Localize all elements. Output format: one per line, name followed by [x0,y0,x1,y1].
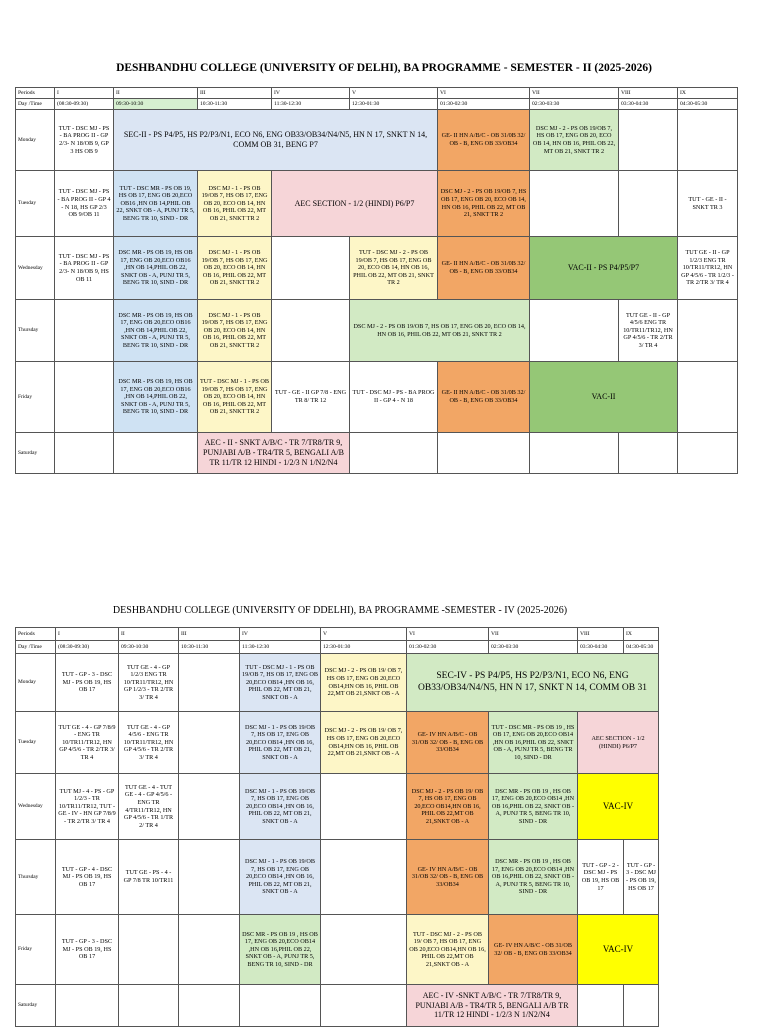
period-header: I [55,88,114,99]
time-header: 12:30-01:30 [350,99,438,110]
period-header: I [56,628,119,641]
ge-cell: GE- II HN A/B/C - OB 31/0B 32/ OB - B, ENG OB 33/OB34 [438,110,530,171]
period-header: II [114,88,198,99]
day-label: Thursday [16,840,56,915]
class-cell: TUT - DSC MJ - 1 - PS OB 19/OB 7, HS OB 17, ENG OB 20,ECO OB14 ,HN OB 16, PHIL OB 22, MT OB 21, SNKT OB - A [240,654,321,712]
empty-cell [321,774,407,840]
time-row [16,641,659,654]
time-header: 12:30-01:30 [321,641,407,654]
class-cell: TUT - GE - II GP 7/8 - ENG TR 8/ TR 12 [272,362,350,433]
empty-cell [530,433,619,474]
time-header: 02:30-03:30 [530,99,619,110]
time-header: (08:30-09:30) [55,99,114,110]
period-header: VIII [578,628,624,641]
empty-cell [678,300,738,362]
empty-cell [55,300,114,362]
day-label: Wednesday [16,237,55,300]
empty-cell [119,985,179,1027]
day-label: Monday [16,654,56,712]
class-cell: DSC MR - PS OB 19, HS OB 17, ENG OB 20,ECO OB16 ,HN OB 14,PHIL OB 22, SNKT OB - A, PUNJ TR 5, BENG TR 10, SIND - DR [114,237,198,300]
day-label: Wednesday [16,774,56,840]
empty-cell [55,433,114,474]
empty-cell [678,110,738,171]
periods-label: Periods [16,88,55,99]
empty-cell [321,985,407,1027]
empty-cell [624,985,659,1027]
class-cell: TUT - DSC MJ - PS - BA PROG II - GP 2/3- N 18/OB 9, GP 3 HS OB 9 [55,110,114,171]
class-cell: DSC MJ - 2 - PS OB 19/ OB 7, HS OB 17, ENG OB 20,ECO OB14,HN OB 16, PHIL OB 22,MT OB 21,SNKT OB - A [407,774,489,840]
row-tuesday [16,712,659,774]
vac-cell: VAC-II [530,362,678,433]
period-header: VIII [619,88,678,99]
period-header: VII [530,88,619,99]
period-header: III [198,88,272,99]
sec-cell: SEC-II - PS P4/P5, HS P2/P3/N1, ECO N6, ENG OB33/OB34/N4/N5, HN N 17, SNKT N 14, COMM OB 31, BENG P7 [114,110,438,171]
class-cell: DSC MJ - 2 - PS OB 19/OB 7, HS OB 17, ENG OB 20, ECO OB 14, HN OB 16, PHIL OB 22, MT OB 21, SNKT TR 2 [438,171,530,237]
day-label: Tuesday [16,171,55,237]
time-header: 04:30-05:30 [624,641,659,654]
class-cell: TUT GE - PS - 4 - GP 7/8 TR 10/TR11 [119,840,179,915]
period-header: VI [438,88,530,99]
class-cell: TUT - DSC MR - PS OB 19 , HS OB 17, ENG OB 20,ECO OB14 ,HN OB 16,PHIL OB 22, SNKT OB - A, PUNJ TR 5, BENG TR 10, SIND - DR [489,712,578,774]
empty-cell [56,985,119,1027]
class-cell: DSC MJ - 2 - PS OB 19/ OB 7, HS OB 17, ENG OB 20,ECO OB14,HN OB 16, PHIL OB 22,MT OB 21,SNKT OB - A [321,712,407,774]
period-header: IV [240,628,321,641]
class-cell: DSC MR - PS OB 19, HS OB 17, ENG OB 20,ECO OB16 ,HN OB 14,PHIL OB 22, SNKT OB - A, PUNJ TR 5, BENG TR 10, SIND - DR [114,300,198,362]
empty-cell [114,433,198,474]
class-cell: DSC MR - PS OB 19 , HS OB 17, ENG OB 20,ECO OB14 ,HN OB 16,PHIL OB 22, SNKT OB - A, PUNJ TR 5, BENG TR 10, SIND - DR [489,774,578,840]
period-header: VII [489,628,578,641]
class-cell: DSC MJ - 2 - PS OB 19/OB 7, HS OB 17, ENG OB 20, ECO OB 14, HN OB 16, PHIL OB 22, MT OB 21, SNKT TR 2 [350,300,530,362]
empty-cell [438,433,530,474]
time-header: 10:30-11:30 [179,641,240,654]
empty-cell [179,774,240,840]
class-cell: TUT - GP - 3 - DSC MJ - PS OB 19, HS OB 17 [56,654,119,712]
period-header: V [350,88,438,99]
class-cell: DSC MR - PS OB 19 , HS OB 17, ENG OB 20,ECO OB14 ,HN OB 16,PHIL OB 22, SNKT OB - A, PUNJ TR 5, BENG TR 10, SIND - DR [240,915,321,985]
sec-cell: SEC-IV - PS P4/P5, HS P2/P3/N1, ECO N6, ENG OB33/OB34/N4/N5, HN N 17, SNKT N 14, COMM OB 31 [407,654,659,712]
periods-row [16,88,738,99]
class-cell: TUT - DSC MR - PS OB 19, HS OB 17, ENG OB 20,ECO OB16 ,HN OB 14,PHIL OB 22, SNKT OB - A, PUNJ TR 5, BENG TR 10, SIND - DR [114,171,198,237]
vac-cell: VAC-IV [578,915,659,985]
row-friday [16,362,738,433]
empty-cell [530,171,619,237]
row-friday [16,915,659,985]
class-cell: DSC MJ - 1 - PS OB 19/OB 7, HS OB 17, ENG OB 20,ECO OB14 ,HN OB 16, PHIL OB 22, MT OB 21, SNKT OB - A [240,712,321,774]
class-cell: DSC MJ - 1 - PS OB 19/OB 7, HS OB 17, ENG OB 20,ECO OB14 ,HN OB 16, PHIL OB 22, MT OB 21, SNKT OB - A [240,840,321,915]
class-cell: TUT GE - II - GP 4/5/6 ENG TR 10/TR11/TR12, HN GP 4/5/6 - TR 2/TR 3/ TR 4 [619,300,678,362]
row-monday [16,110,738,171]
day-label: Monday [16,110,55,171]
row-tuesday [16,171,738,237]
periods-row [16,628,659,641]
period-header: II [119,628,179,641]
class-cell: TUT - DSC MJ - 1 - PS OB 19/OB 7, HS OB 17, ENG OB 20, ECO OB 14, HN OB 16, PHIL OB 22, MT OB 21, SNKT TR 2 [198,362,272,433]
class-cell: TUT - GP - 2 - DSC MJ - PS OB 19, HS OB 17 [578,840,624,915]
class-cell: TUT - GP - 3 - DSC MJ - PS OB 19, HS OB 17 [56,915,119,985]
aec-cell: AEC SECTION - 1/2 (HINDI) P6/P7 [578,712,659,774]
time-header: 04:30-05:30 [678,99,738,110]
class-cell: TUT - DSC MJ - PS - BA PROG II - GP 4 - N 18 [350,362,438,433]
class-cell: TUT - GP - 3 - DSC MJ - PS OB 19, HS OB 17 [624,840,659,915]
time-header: 10:30-11:30 [198,99,272,110]
class-cell: TUT - DSC MJ - 2 - PS OB 19/OB 7, HS OB 17, ENG OB 20, ECO OB 14, HN OB 16, PHIL OB 22, MT OB 21, SNKT TR 2 [350,237,438,300]
day-label: Friday [16,362,55,433]
ge-cell: GE- II HN A/B/C - OB 31/0B 32/ OB - B, ENG OB 33/OB34 [438,237,530,300]
class-cell: DSC MJ - 2 - PS OB 19/OB 7, HS OB 17, ENG OB 20, ECO OB 14, HN OB 16, PHIL OB 22, MT OB 21, SNKT TR 2 [530,110,619,171]
day-label: Friday [16,915,56,985]
aec-cell: AEC - II - SNKT A/B/C - TR 7/TR8/TR 9, PUNJABI A/B - TR4/TR 5, BENGALI A/B TR 11/TR 12 HINDI - 1/2/3 N 1/N2/N4 [198,433,350,474]
time-row [16,99,738,110]
empty-cell [179,712,240,774]
semester-iv-timetable [15,627,659,1027]
empty-cell [678,433,738,474]
class-cell: TUT GE - II - GP 1/2/3 ENG TR 10/TR11/TR12, HN GP 4/5/6 - TR 1/2/3 - TR 2/TR 3/ TR 4 [678,237,738,300]
class-cell: DSC MJ - 1 - PS OB 19/OB 7, HS OB 17, ENG OB 20, ECO OB 14, HN OB 16, PHIL OB 22, MT OB 21, SNKT TR 2 [198,300,272,362]
period-header: VI [407,628,489,641]
empty-cell [179,840,240,915]
time-header: 01:30-02:30 [438,99,530,110]
empty-cell [678,362,738,433]
class-cell: DSC MR - PS OB 19, HS OB 17, ENG OB 20,ECO OB16 ,HN OB 14,PHIL OB 22, SNKT OB - A, PUNJ TR 5, BENG TR 10, SIND - DR [114,362,198,433]
empty-cell [321,915,407,985]
empty-cell [321,840,407,915]
day-label: Saturday [16,985,56,1027]
semester-ii-timetable [15,87,738,474]
daytime-label: Day /Time [16,641,56,654]
class-cell: TUT GE - 4 - GP 1/2/3 ENG TR 10/TR11/TR12, HN GP 1/2/3 - TR 2/TR 3/ TR 4 [119,654,179,712]
daytime-label: Day /Time [16,99,55,110]
row-wednesday [16,774,659,840]
semester-ii-title: DESHBANDHU COLLEGE (UNIVERSITY OF DELHI), BA PROGRAMME - SEMESTER - II (2025-2026) [116,62,652,74]
row-saturday [16,985,659,1027]
period-header: IX [624,628,659,641]
day-label: Thursday [16,300,55,362]
ge-cell: GE- IV HN A/B/C - OB 31/OB 32/ OB - B, ENG OB 33/OB34 [407,840,489,915]
empty-cell [272,237,350,300]
ge-cell: GE- II HN A/B/C - OB 31/0B 32/ OB - B, ENG OB 33/OB34 [438,362,530,433]
empty-cell [619,171,678,237]
period-header: V [321,628,407,641]
row-thursday [16,300,738,362]
day-label: Tuesday [16,712,56,774]
empty-cell [240,985,321,1027]
class-cell: TUT GE - 4 - GP 4/5/6 - ENG TR 10/TR11/TR12, HN GP 4/5/6 - TR 2/TR 3/ TR 4 [119,712,179,774]
ge-cell: GE- IV HN A/B/C - OB 31/OB 32/ OB - B, ENG OB 33/OB34 [407,712,489,774]
period-header: III [179,628,240,641]
class-cell: TUT GE - 4 - TUT GE - 4 - GP 4/5/6 - ENG TR 4/TR11/TR12, HN GP 4/5/6 - TR 1/TR 2/ TR 4 [119,774,179,840]
row-monday [16,654,659,712]
time-header: 09:30-10:30 [114,99,198,110]
class-cell: TUT - GE - II - SNKT TR 3 [678,171,738,237]
time-header: (08:30-09:30) [56,641,119,654]
period-header: IV [272,88,350,99]
aec-cell: AEC SECTION - 1/2 (HINDI) P6/P7 [272,171,438,237]
time-header: 01:30-02:30 [407,641,489,654]
class-cell: TUT - DSC MJ - 2 - PS OB 19/ OB 7, HS OB 17, ENG OB 20,ECO OB14,HN OB 16, PHIL OB 22,MT OB 21,SNKT OB - A [407,915,489,985]
semester-iv-title: DESHBANDHU COLLEGE (UNIVERSITY OF DDELHI), BA PROGRAMME -SEMESTER - IV (2025-2026) [112,605,568,616]
class-cell: DSC MJ - 1 - PS OB 19/OB 7, HS OB 17, ENG OB 20, ECO OB 14, HN OB 16, PHIL OB 22, MT OB 21, SNKT TR 2 [198,171,272,237]
class-cell: TUT - DSC MJ - PS - BA PROG II - GP 4 - N 18, HS GP 2/3 OB 9/OB 11 [55,171,114,237]
row-thursday [16,840,659,915]
empty-cell [350,433,438,474]
empty-cell [179,915,240,985]
time-header: 02:30-03:30 [489,641,578,654]
time-header: 09:30-10:30 [119,641,179,654]
row-wednesday [16,237,738,300]
class-cell: TUT - DSC MJ - PS - BA PROG II - GP 2/3- N 18/OB 9, HS OB 11 [55,237,114,300]
empty-cell [619,433,678,474]
vac-cell: VAC-II - PS P4/P5/P7 [530,237,678,300]
time-header: 03:30-04:30 [619,99,678,110]
class-cell: DSC MR - PS OB 19 , HS OB 17, ENG OB 20,ECO OB14 ,HN OB 16,PHIL OB 22, SNKT OB - A, PUNJ TR 5, BENG TR 10, SIND - DR [489,840,578,915]
time-header: 11:30-12:30 [240,641,321,654]
day-label: Saturday [16,433,55,474]
empty-cell [272,300,350,362]
time-header: 11:30-12:30 [272,99,350,110]
empty-cell [179,654,240,712]
class-cell: TUT - GP - 4 - DSC MJ - PS OB 19, HS OB 17 [56,840,119,915]
class-cell: DSC MJ - 1 - PS OB 19/OB 7, HS OB 17, ENG OB 20, ECO OB 14, HN OB 16, PHIL OB 22, MT OB 21, SNKT TR 2 [198,237,272,300]
vac-cell: VAC-IV [578,774,659,840]
class-cell: TUT MJ - 4 - PS - GP 1/2/3 - TR 10/TR11/TR12, TUT - GE - IV - HN GP 7/8/9 - TR 2/TR 3/ TR 4 [56,774,119,840]
empty-cell [119,915,179,985]
period-header: IX [678,88,738,99]
empty-cell [619,110,678,171]
empty-cell [55,362,114,433]
row-saturday [16,433,738,474]
empty-cell [530,300,619,362]
class-cell: DSC MJ - 1 - PS OB 19/OB 7, HS OB 17, ENG OB 20,ECO OB14 ,HN OB 16, PHIL OB 22, MT OB 21, SNKT OB - A [240,774,321,840]
class-cell: DSC MJ - 2 - PS OB 19/ OB 7, HS OB 17, ENG OB 20,ECO OB14,HN OB 16, PHIL OB 22,MT OB 21,SNKT OB - A [321,654,407,712]
periods-label: Periods [16,628,56,641]
empty-cell [578,985,624,1027]
empty-cell [179,985,240,1027]
aec-cell: AEC - IV -SNKT A/B/C - TR 7/TR8/TR 9, PUNJABI A/B - TR4/TR 5, BENGALI A/B TR 11/TR 12 HINDI - 1/2/3 N 1/N2/N4 [407,985,578,1027]
ge-cell: GE- IV HN A/B/C - OB 31/OB 32/ OB - B, ENG OB 33/OB34 [489,915,578,985]
time-header: 03:30-04:30 [578,641,624,654]
class-cell: TUT GE - 4 - GP 7/8/9 - ENG TR 10/TR11/TR12, HN GP 4/5/6 - TR 2/TR 3/ TR 4 [56,712,119,774]
